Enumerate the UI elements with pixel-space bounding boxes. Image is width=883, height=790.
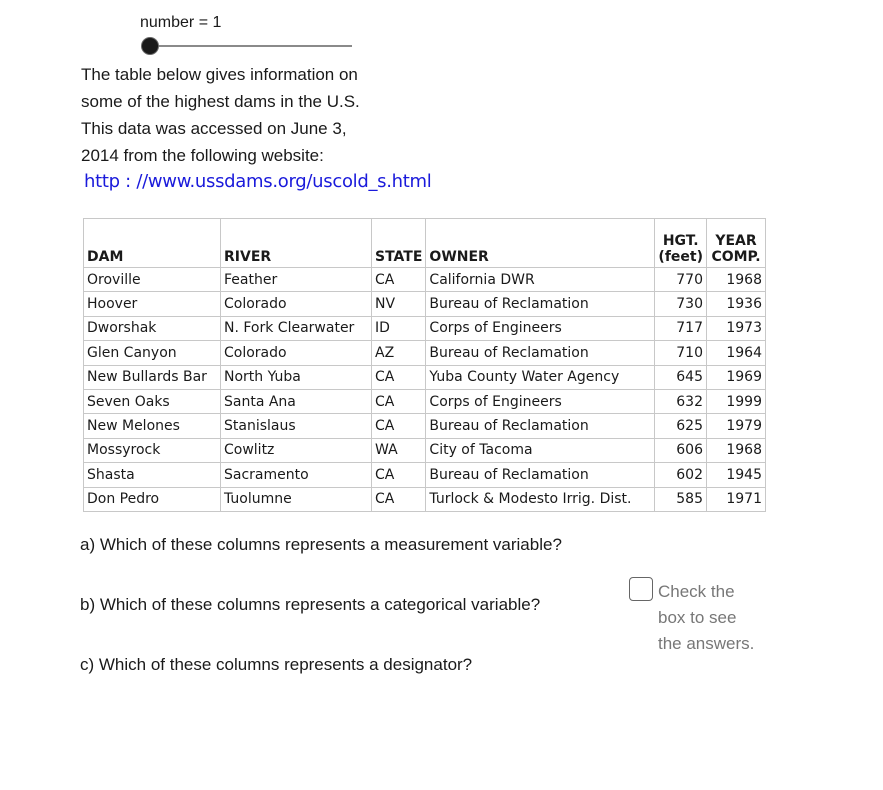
header-year-line2: COMP. bbox=[711, 249, 761, 265]
table-row bbox=[84, 463, 766, 487]
cell-owner: Corps of Engineers bbox=[426, 389, 655, 413]
header-dam: DAM bbox=[84, 219, 221, 268]
cell-owner: City of Tacoma bbox=[426, 438, 655, 462]
cell-river: Feather bbox=[221, 268, 372, 292]
cell-year: 1999 bbox=[707, 389, 766, 413]
show-answers-label[interactable] bbox=[658, 579, 778, 657]
cell-state: CA bbox=[372, 463, 426, 487]
cell-state: CA bbox=[372, 487, 426, 511]
cell-dam: Oroville bbox=[84, 268, 221, 292]
table-row bbox=[84, 438, 766, 462]
question-c: c) Which of these columns represents a designator? bbox=[80, 655, 473, 674]
intro-line: 2014 from the following website: bbox=[81, 146, 324, 165]
cell-owner: California DWR bbox=[426, 268, 655, 292]
cell-river: Sacramento bbox=[221, 463, 372, 487]
cell-river: Santa Ana bbox=[221, 389, 372, 413]
table-row bbox=[84, 414, 766, 438]
cell-height: 632 bbox=[655, 389, 707, 413]
number-slider-handle[interactable] bbox=[142, 38, 158, 54]
header-year bbox=[707, 219, 766, 268]
cell-state: CA bbox=[372, 365, 426, 389]
cell-height: 770 bbox=[655, 268, 707, 292]
cell-river: N. Fork Clearwater bbox=[221, 316, 372, 340]
table-header-row bbox=[84, 219, 766, 268]
header-year-line1: YEAR bbox=[715, 233, 757, 249]
intro-text bbox=[81, 61, 401, 169]
cell-height: 602 bbox=[655, 463, 707, 487]
header-river: RIVER bbox=[221, 219, 372, 268]
cell-year: 1936 bbox=[707, 292, 766, 316]
intro-line: The table below gives information on bbox=[81, 65, 358, 84]
table-row bbox=[84, 268, 766, 292]
cell-year: 1945 bbox=[707, 463, 766, 487]
header-height-line1: HGT. bbox=[662, 233, 699, 249]
cell-dam: Dworshak bbox=[84, 316, 221, 340]
cell-height: 606 bbox=[655, 438, 707, 462]
header-state: STATE bbox=[372, 219, 426, 268]
cell-year: 1973 bbox=[707, 316, 766, 340]
cell-river: Colorado bbox=[221, 341, 372, 365]
cell-state: CA bbox=[372, 414, 426, 438]
cell-owner: Corps of Engineers bbox=[426, 316, 655, 340]
table-row bbox=[84, 292, 766, 316]
cell-dam: Glen Canyon bbox=[84, 341, 221, 365]
cell-river: Colorado bbox=[221, 292, 372, 316]
cell-river: Tuolumne bbox=[221, 487, 372, 511]
cell-owner: Turlock & Modesto Irrig. Dist. bbox=[426, 487, 655, 511]
cell-state: CA bbox=[372, 389, 426, 413]
intro-line: some of the highest dams in the U.S. bbox=[81, 92, 360, 111]
table-row bbox=[84, 341, 766, 365]
cell-height: 585 bbox=[655, 487, 707, 511]
cell-dam: Mossyrock bbox=[84, 438, 221, 462]
show-answers-label-line: Check the bbox=[658, 582, 735, 601]
cell-state: CA bbox=[372, 268, 426, 292]
cell-state: WA bbox=[372, 438, 426, 462]
number-slider-label: number = 1 bbox=[140, 14, 222, 31]
cell-owner: Yuba County Water Agency bbox=[426, 365, 655, 389]
header-owner: OWNER bbox=[426, 219, 655, 268]
show-answers-checkbox[interactable] bbox=[629, 577, 653, 601]
cell-dam: Shasta bbox=[84, 463, 221, 487]
cell-state: ID bbox=[372, 316, 426, 340]
cell-river: North Yuba bbox=[221, 365, 372, 389]
cell-owner: Bureau of Reclamation bbox=[426, 341, 655, 365]
cell-year: 1971 bbox=[707, 487, 766, 511]
cell-height: 730 bbox=[655, 292, 707, 316]
show-answers-label-line: box to see bbox=[658, 608, 737, 627]
cell-year: 1968 bbox=[707, 438, 766, 462]
cell-year: 1979 bbox=[707, 414, 766, 438]
cell-height: 717 bbox=[655, 316, 707, 340]
cell-dam: Don Pedro bbox=[84, 487, 221, 511]
table-row bbox=[84, 389, 766, 413]
cell-height: 645 bbox=[655, 365, 707, 389]
cell-dam: New Bullards Bar bbox=[84, 365, 221, 389]
cell-height: 710 bbox=[655, 341, 707, 365]
question-a: a) Which of these columns represents a measurement variable? bbox=[80, 535, 562, 554]
cell-owner: Bureau of Reclamation bbox=[426, 414, 655, 438]
header-height-line2: (feet) bbox=[658, 249, 703, 265]
cell-year: 1969 bbox=[707, 365, 766, 389]
cell-river: Stanislaus bbox=[221, 414, 372, 438]
cell-owner: Bureau of Reclamation bbox=[426, 292, 655, 316]
cell-dam: New Melones bbox=[84, 414, 221, 438]
cell-river: Cowlitz bbox=[221, 438, 372, 462]
question-b: b) Which of these columns represents a categorical variable? bbox=[80, 595, 541, 614]
dams-table bbox=[83, 218, 766, 512]
cell-state: AZ bbox=[372, 341, 426, 365]
source-url: http : //www.ussdams.org/uscold_s.html bbox=[84, 171, 432, 192]
header-height bbox=[655, 219, 707, 268]
number-slider-track[interactable] bbox=[150, 45, 352, 47]
cell-year: 1964 bbox=[707, 341, 766, 365]
cell-state: NV bbox=[372, 292, 426, 316]
cell-height: 625 bbox=[655, 414, 707, 438]
cell-dam: Hoover bbox=[84, 292, 221, 316]
cell-owner: Bureau of Reclamation bbox=[426, 463, 655, 487]
table-row bbox=[84, 316, 766, 340]
cell-year: 1968 bbox=[707, 268, 766, 292]
table-row bbox=[84, 365, 766, 389]
table-row bbox=[84, 487, 766, 511]
cell-dam: Seven Oaks bbox=[84, 389, 221, 413]
intro-line: This data was accessed on June 3, bbox=[81, 119, 347, 138]
show-answers-label-line: the answers. bbox=[658, 634, 755, 653]
